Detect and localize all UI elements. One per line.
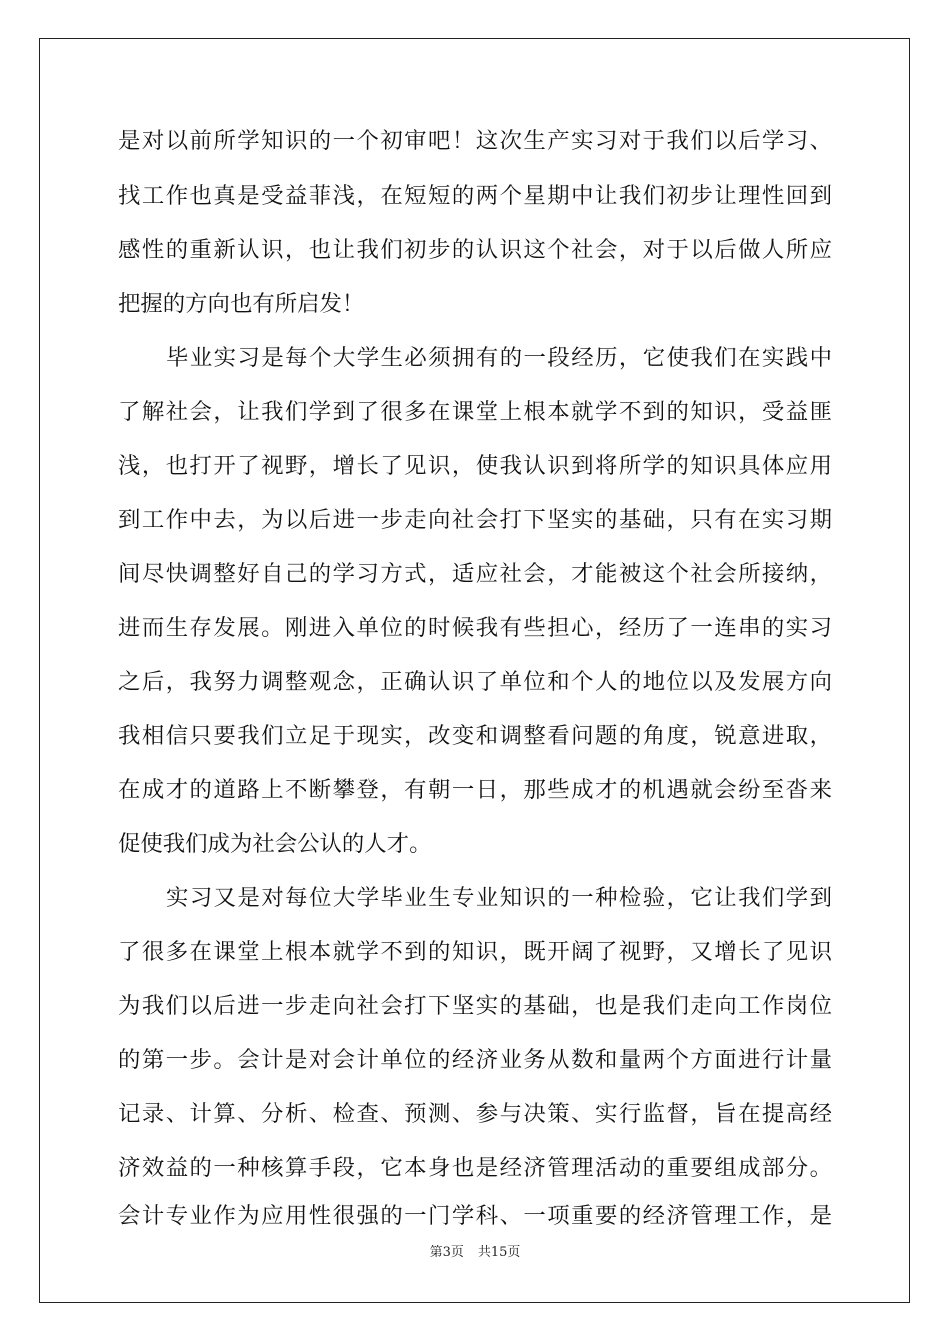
- text-line: 促使我们成为社会公认的人才。: [118, 831, 432, 857]
- paragraph-first-line: 实习又是对每位大学毕业生专业知识的一种检验，它让我们学到: [166, 885, 832, 911]
- text-line: 记录、计算、分析、检查、预测、参与决策、实行监督，旨在提高经: [118, 1101, 832, 1127]
- text-line: 了很多在课堂上根本就学不到的知识，既开阔了视野，又增长了见识: [118, 939, 832, 965]
- page-total: 共15页: [477, 1245, 521, 1260]
- text-line: 到工作中去，为以后进一步走向社会打下坚实的基础，只有在实习期: [118, 507, 832, 533]
- text-line: 之后，我努力调整观念，正确认识了单位和个人的地位以及发展方向: [118, 669, 832, 695]
- text-line: 间尽快调整好自己的学习方式，适应社会，才能被这个社会所接纳，: [118, 561, 832, 587]
- text-line: 浅，也打开了视野，增长了见识，使我认识到将所学的知识具体应用: [118, 453, 832, 479]
- text-line: 是对以前所学知识的一个初审吧！这次生产实习对于我们以后学习、: [118, 128, 832, 154]
- page-number: 第3页: [429, 1245, 464, 1260]
- text-line: 了解社会，让我们学到了很多在课堂上根本就学不到的知识，受益匪: [118, 399, 832, 425]
- text-line: 会计专业作为应用性很强的一门学科、一项重要的经济管理工作，是: [118, 1203, 832, 1229]
- text-line: 的第一步。会计是对会计单位的经济业务从数和量两个方面进行计量: [118, 1047, 832, 1073]
- text-line: 找工作也真是受益菲浅，在短短的两个星期中让我们初步让理性回到: [118, 183, 832, 209]
- text-line: 为我们以后进一步走向社会打下坚实的基础，也是我们走向工作岗位: [118, 993, 832, 1019]
- text-line: 我相信只要我们立足于现实，改变和调整看问题的角度，锐意进取，: [118, 723, 832, 749]
- text-line: 济效益的一种核算手段，它本身也是经济管理活动的重要组成部分。: [118, 1155, 832, 1181]
- text-line: 把握的方向也有所启发！: [118, 291, 365, 317]
- text-line: 在成才的道路上不断攀登，有朝一日，那些成才的机遇就会纷至沓来: [118, 777, 832, 803]
- paragraph-first-line: 毕业实习是每个大学生必须拥有的一段经历，它使我们在实践中: [166, 345, 832, 371]
- page-footer: [0, 1245, 950, 1261]
- text-line: 感性的重新认识，也让我们初步的认识这个社会，对于以后做人所应: [118, 237, 832, 263]
- text-line: 进而生存发展。刚进入单位的时候我有些担心，经历了一连串的实习: [118, 615, 832, 641]
